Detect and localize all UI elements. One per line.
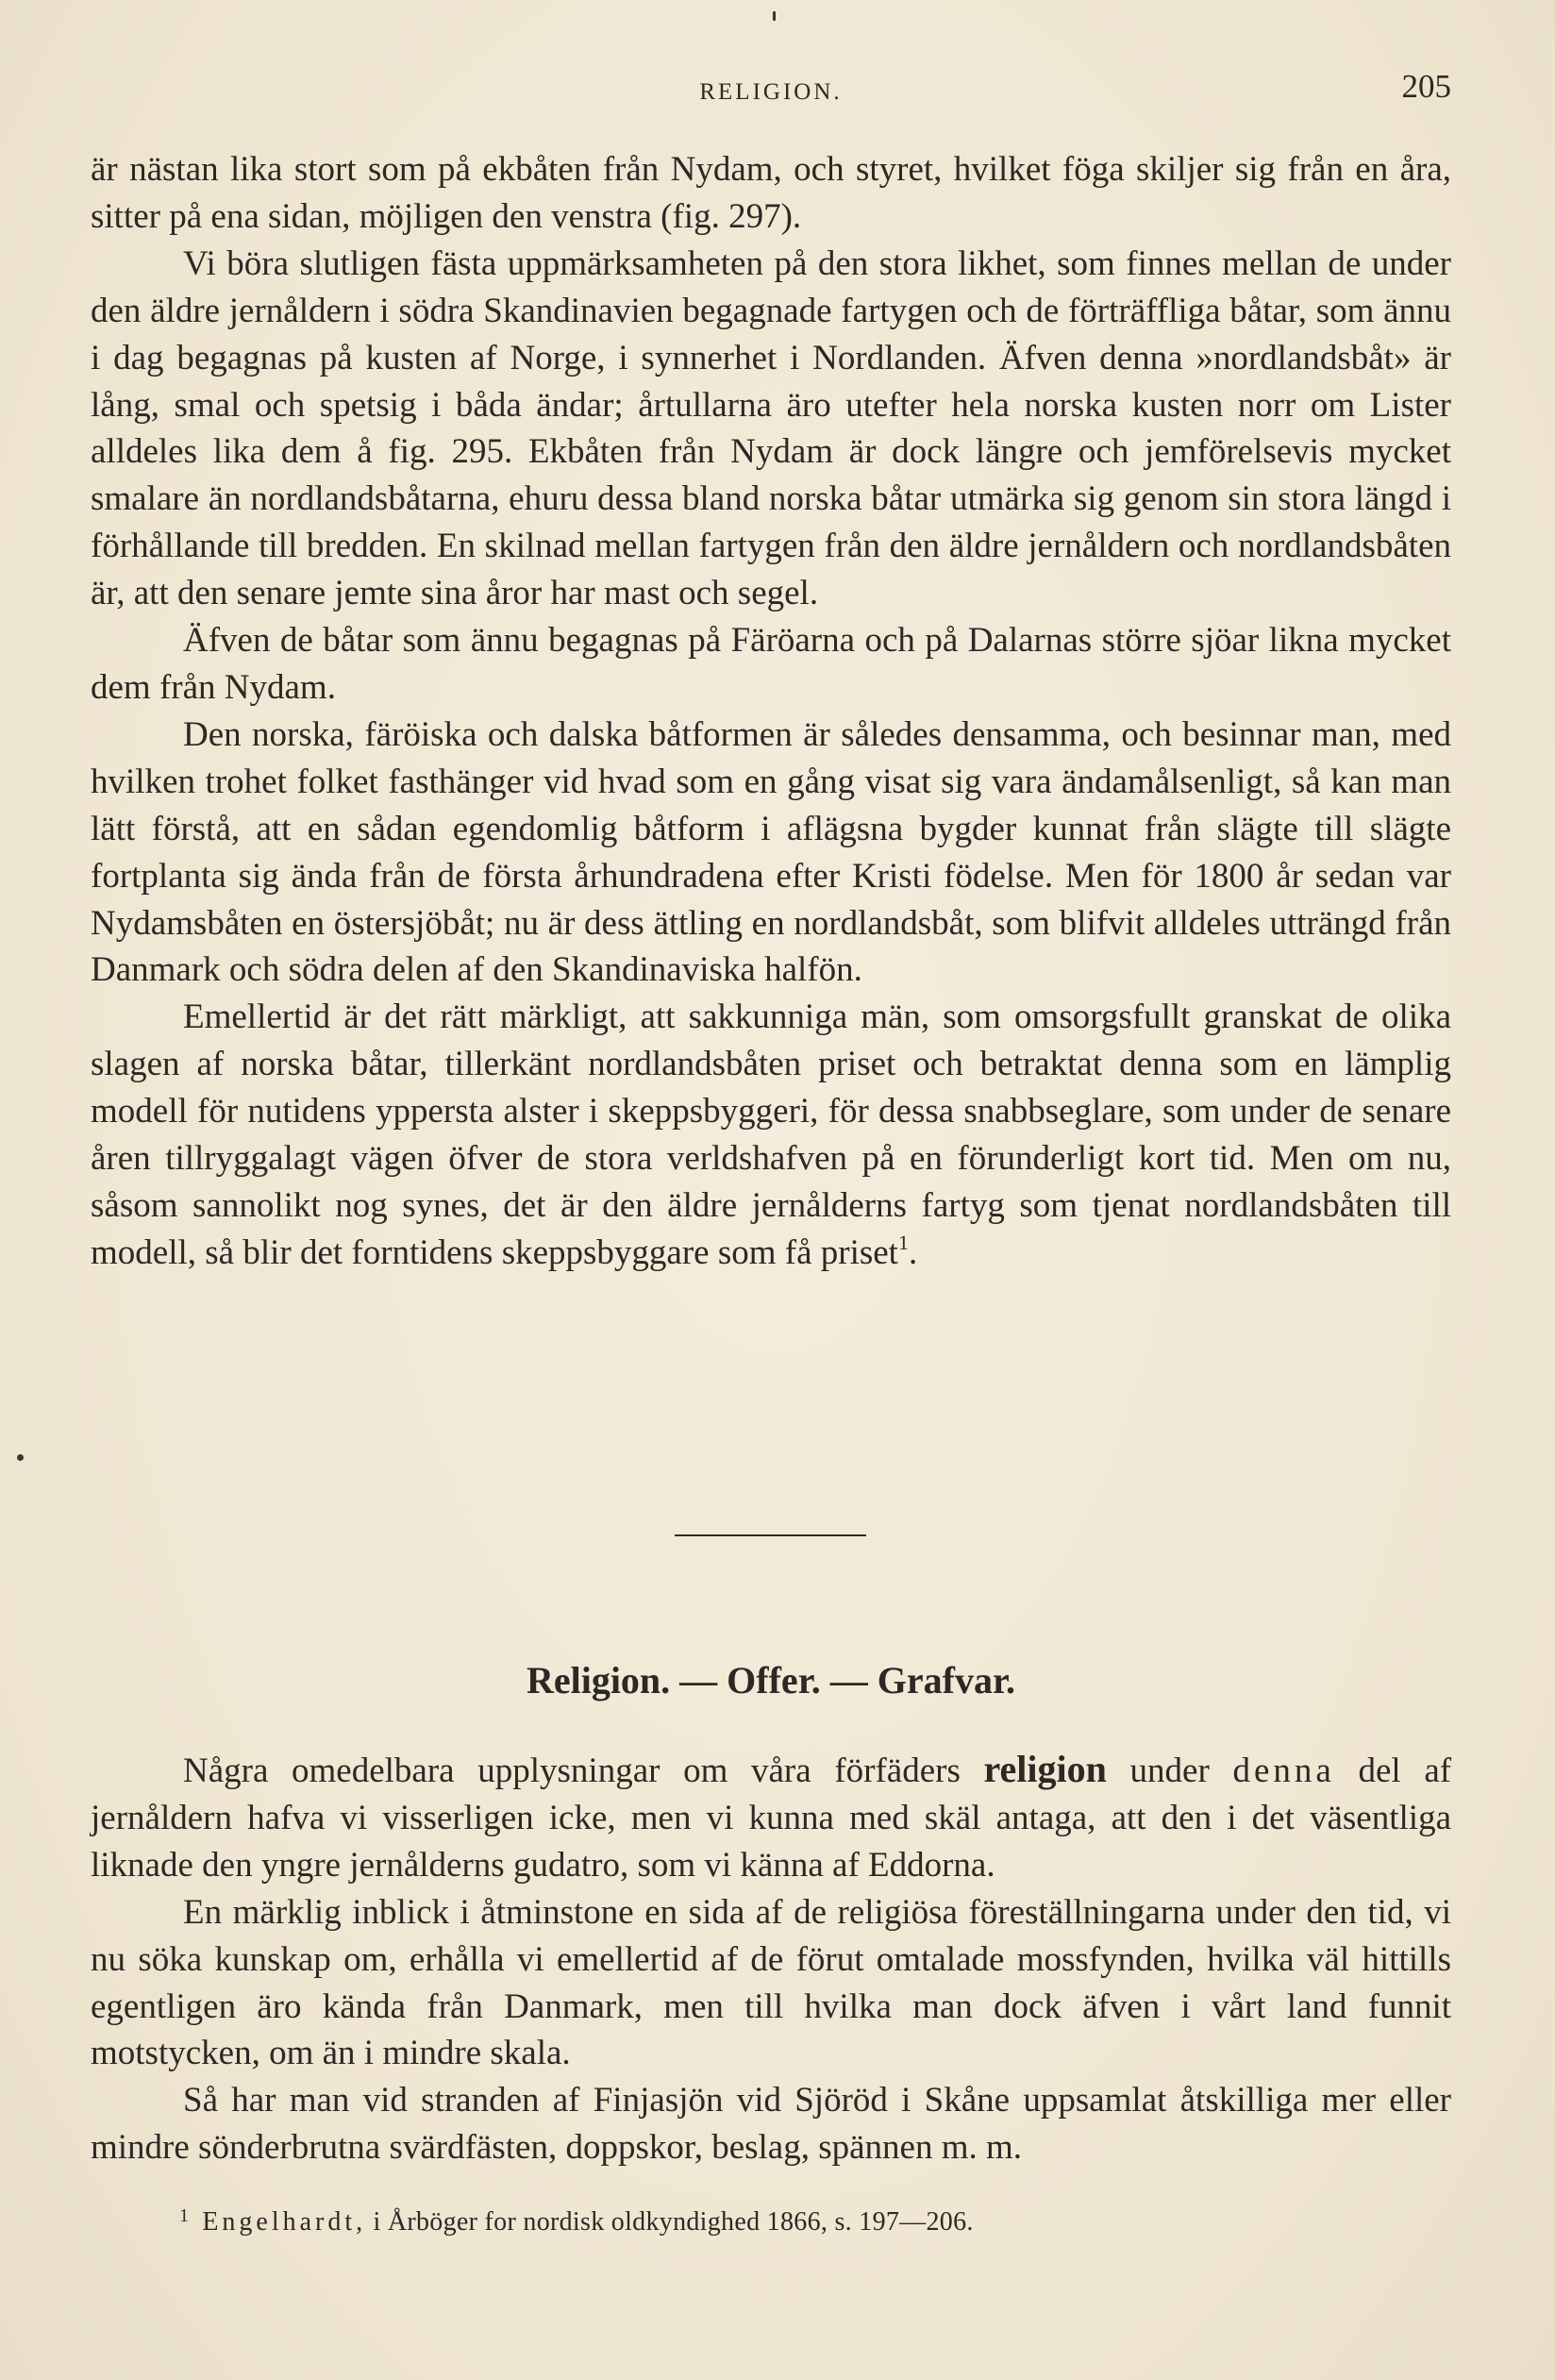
body-text-lower bbox=[91, 1746, 1451, 2171]
paragraph-continued: är nästan lika stort som på ekbåten från Nydam, och styret, hvilket föga skiljer sig från en åra, sitter på ena sidan, möjligen den venstra (fig. 297). bbox=[91, 150, 1451, 236]
paragraph-text: Emellertid är det rätt märkligt, att sakkunniga män, som omsorgsfullt granskat de olika slagen af norska båtar, tillerkänt nordlandsbåten priset och betraktat denna som en lämplig modell för nutidens yppersta alster i skeppsbyggeri, för dessa snabbseglare, som under de senare åren tillryggalagt vägen öfver de stora verldshafven på en förunderligt kort tid. Men om nu, såsom sannolikt nog synes, det är den äldre jernålderns fartyg som tjenat nordlandsbåten till modell, så blir det forntidens skeppsbyggare som få priset bbox=[91, 997, 1451, 1272]
paragraph-text: under bbox=[1129, 1751, 1210, 1790]
paragraph-text: del af jernåldern hafva vi visserligen icke, men vi kunna med skäl antaga, att den i det väsentliga liknade den yngre jernålderns gudatro, som vi känna af Eddorna. bbox=[91, 1751, 1452, 1885]
paragraph-end: . bbox=[908, 1232, 918, 1272]
paragraph-text: Några omedelbara upplysningar om våra förfäders bbox=[183, 1751, 961, 1790]
page-header bbox=[91, 68, 1451, 115]
section-heading: Religion. — Offer. — Grafvar. bbox=[526, 1659, 1016, 1701]
section-divider bbox=[675, 1534, 866, 1536]
page-number: 205 bbox=[1401, 68, 1451, 105]
paragraph-bog-finds: En märklig inblick i åtminstone en sida af de religiösa föreställningarna under den tid, vi nu söka kunskap om, erhålla vi emellertid af de förut omtalade mossfynden, hvilka väl hittills egentligen äro kända från Danmark, men till hvilka man dock äfven i vårt land funnit motstycken, om än i mindre skala. bbox=[91, 1892, 1451, 2073]
print-mark bbox=[773, 11, 776, 21]
paragraph-boat-form: Den norska, färöiska och dalska båtformen är således densamma, och besinnar man, med hvilken trohet folket fasthänger vid hvad som en gång visat sig vara ändamålsenligt, så kan man lätt förstå, att en sådan egendomlig båtform i aflägsna bygder kunnat från slägte till slägte fortplanta sig ända från de första århundradena efter Kristi födelse. Men för 1800 år sedan var Nydamsbåten en östersjöbåt; nu är dess ättling en nordlandsbåt, som blifvit alldeles utträngd från Danmark och södra delen af den Skandinaviska halfön. bbox=[91, 714, 1451, 990]
running-head: RELIGION. bbox=[699, 79, 843, 105]
footnote-reference: 1 bbox=[897, 1230, 909, 1254]
paragraph-boat-likeness: Vi böra slutligen fästa uppmärksamheten på den stora likhet, som finnes mellan de under den äldre jernåldern i södra Skandinavien begagnade fartygen och de förträffliga båtar, som ännu i dag begagnas på kusten af Norge, i synnerhet i Nordlanden. Äfven denna »nordlandsbåt» är lång, smal och spetsig i båda ändar; årtullarna äro utefter hela norska kusten norr om Lister alldeles lika dem å fig. 295. Ekbåten från Nydam är dock längre och jemförelsevis mycket smalare än nordlandsbåtarna, ehuru dessa bland norska båtar utmärka sig genom sin stora längd i förhållande till bredden. En skilnad mellan fartygen från den äldre jernåldern och nordlandsbåten är, att den senare jemte sina åror har mast och segel. bbox=[91, 243, 1451, 613]
body-text-upper bbox=[91, 146, 1451, 1277]
footnote-mark: 1 bbox=[179, 2205, 190, 2226]
footnote-author: Engelhardt, bbox=[202, 2207, 367, 2237]
footnote bbox=[179, 2205, 974, 2238]
paragraph-finjasjon: Så har man vid stranden af Finjasjön vid Sjöröd i Skåne uppsamlat åtskilliga mer eller mindre sönderbrutna svärdfästen, doppskor, beslag, spännen m. m. bbox=[91, 2081, 1451, 2168]
keyword-religion: religion bbox=[983, 1748, 1107, 1790]
print-speck bbox=[17, 1454, 24, 1461]
spaced-word: denna bbox=[1232, 1751, 1335, 1790]
paragraph-nordland-boat bbox=[91, 994, 1451, 1276]
footnote-text: i Årböger for nordisk oldkyndighed 1866, s. 197—206. bbox=[373, 2207, 974, 2237]
paragraph-religion bbox=[91, 1746, 1451, 1889]
paragraph-faroe-boats: Äfven de båtar som ännu begagnas på Färöarna och på Dalarnas större sjöar likna mycket dem från Nydam. bbox=[91, 621, 1451, 707]
